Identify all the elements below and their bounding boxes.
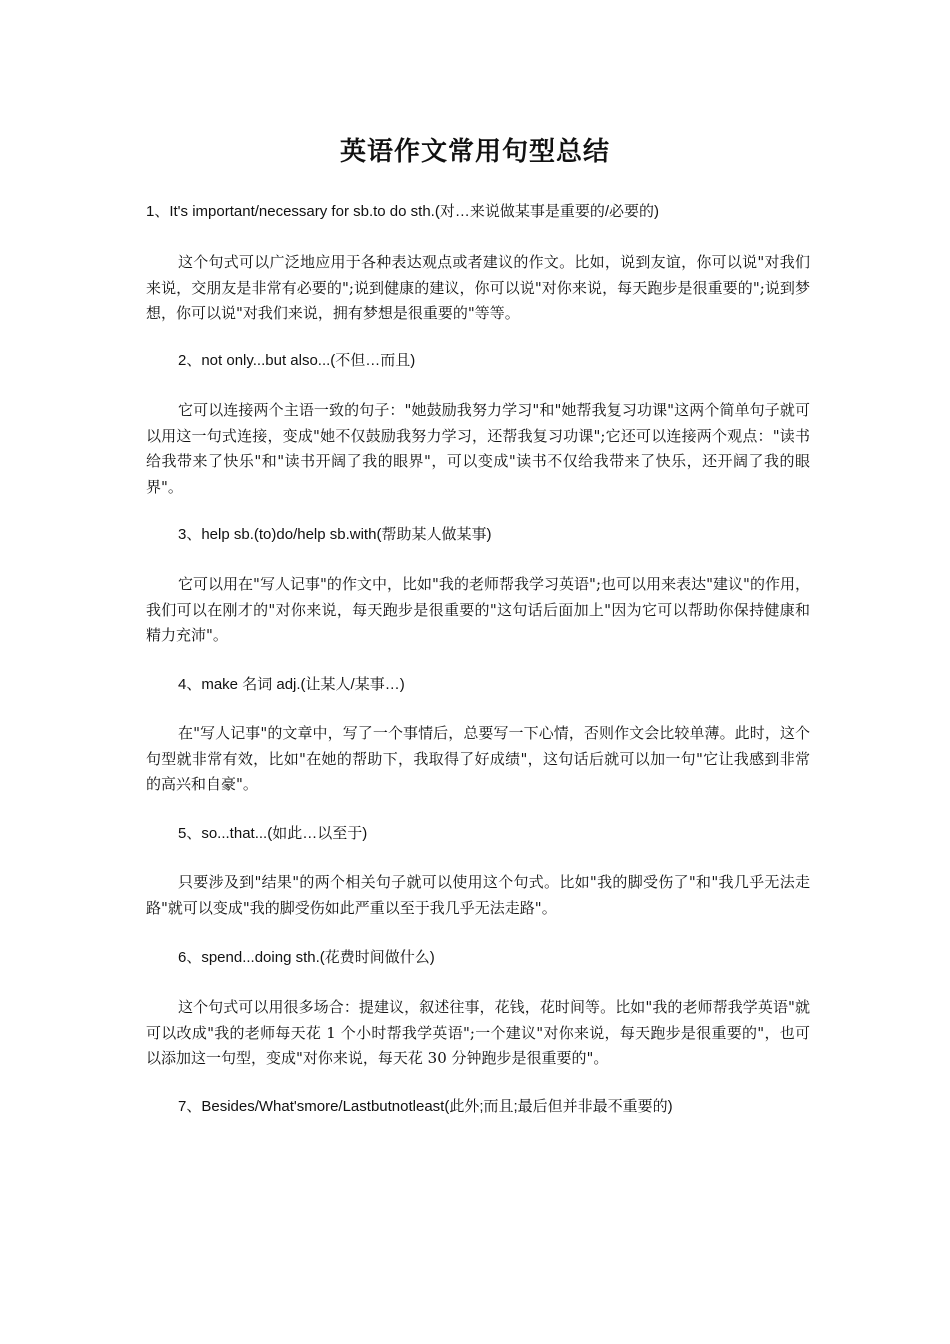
section-heading-7: 7、Besides/What'smore/Lastbutnotleast(此外;而且;最后但并非最不重要的)	[178, 1098, 673, 1115]
section-paragraph-3: 它可以用在"写人记事"的作文中，比如"我的老师帮我学习英语";也可以用来表达"建议"的作用，我们可以在刚才的"对你来说，每天跑步是很重要的"这句话后面加上"因为它可以帮助你保持健康和精力充沛"。	[146, 575, 810, 644]
document-title: 英语作文常用句型总结	[339, 137, 610, 167]
section-paragraph-1: 这个句式可以广泛地应用于各种表达观点或者建议的作文。比如，说到友谊，你可以说"对我们来说，交朋友是非常有必要的";说到健康的建议，你可以说"对你来说，每天跑步是很重要的";说到梦想，你可以说"对我们来说，拥有梦想是很重要的"等等。	[146, 253, 810, 322]
section-paragraph-4: 在"写人记事"的文章中，写了一个事情后，总要写一下心情，否则作文会比较单薄。此时，这个句型就非常有效，比如"在她的帮助下，我取得了好成绩"，这句话后就可以加一句"它让我感到非常的高兴和自豪"。	[146, 724, 810, 793]
section-paragraph-5: 只要涉及到"结果"的两个相关句子就可以使用这个句式。比如"我的脚受伤了"和"我几乎无法走路"就可以变成"我的脚受伤如此严重以至于我几乎无法走路"。	[146, 873, 810, 917]
section-heading-6: 6、spend...doing sth.(花费时间做什么)	[178, 949, 435, 966]
section-heading-2: 2、not only...but also...(不但…而且)	[178, 352, 416, 369]
section-paragraph-2: 它可以连接两个主语一致的句子："她鼓励我努力学习"和"她帮我复习功课"这两个简单句子就可以用这一句式连接，变成"她不仅鼓励我努力学习，还帮我复习功课";它还可以连接两个观点："读书给我带来了快乐"和"读书开阔了我的眼界"，可以变成"读书不仅给我带来了快乐，还开阔了我的眼界"。	[146, 401, 810, 496]
section-paragraph-6: 这个句式可以用很多场合：提建议，叙述往事，花钱，花时间等。比如"我的老师帮我学英语"就可以改成"我的老师每天花 1 个小时帮我学英语";一个建议"对你来说，每天跑步是很重要的"，也可以添加这一句型，变成"对你来说，每天花 30 分钟跑步是很重要的"。	[146, 998, 810, 1067]
section-heading-3: 3、help sb.(to)do/help sb.with(帮助某人做某事)	[178, 526, 492, 543]
section-heading-4: 4、make 名词 adj.(让某人/某事…)	[178, 676, 405, 693]
section-heading-1: 1、It's important/necessary for sb.to do sth.(对…来说做某事是重要的/必要的)	[146, 203, 659, 220]
section-heading-5: 5、so...that...(如此…以至于)	[178, 825, 368, 842]
